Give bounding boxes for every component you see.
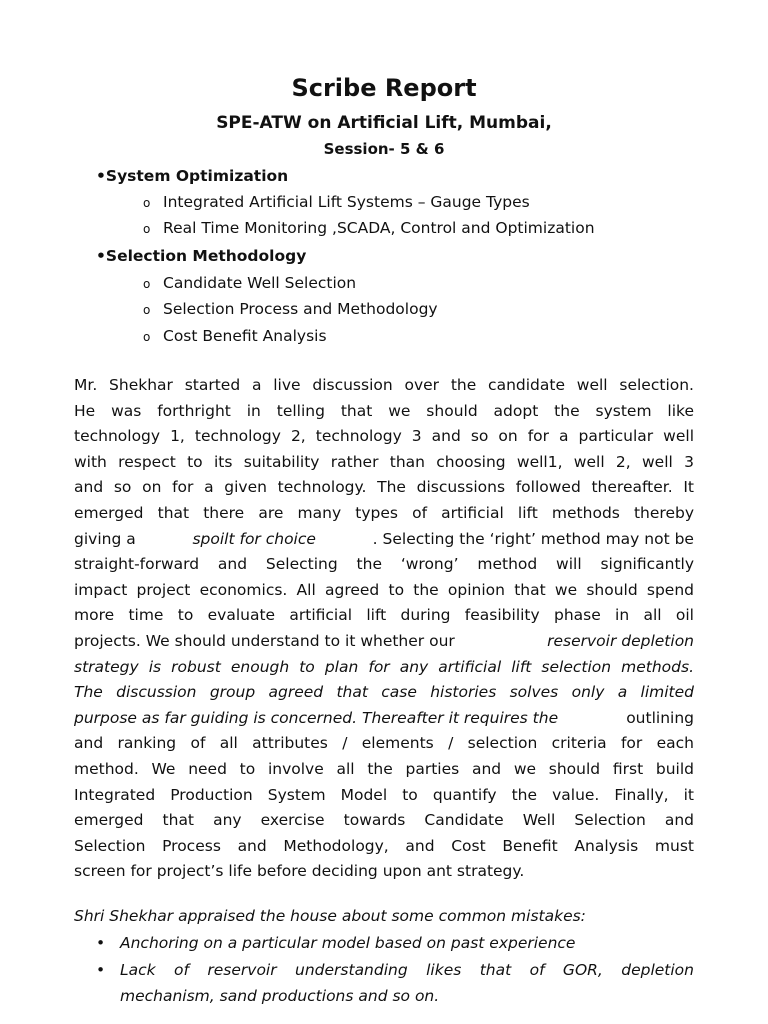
body-line: Mr. Shekhar started a live discussion over the candidate well selection.	[74, 376, 694, 394]
list-item	[143, 325, 327, 348]
body-line: impact project economics. All agreed to the opinion that we should spend	[74, 580, 694, 599]
body-text: outlining	[626, 708, 694, 727]
body-line: straight-forward and Selecting the ‘wrong’ method will significantly	[74, 555, 694, 574]
list-item-text: Cost Benefit Analysis	[163, 327, 327, 345]
sub-bullet-icon: o	[143, 330, 151, 344]
list-item-text: Candidate Well Selection	[163, 274, 357, 292]
body-line: emerged that any exercise towards Candidate Well Selection and	[74, 811, 694, 830]
body-text: . Selecting the ‘right’ method may not be	[372, 529, 694, 548]
mistake-text: Lack of reservoir understanding likes that of GOR, depletion	[120, 961, 694, 979]
body-line: He was forthright in telling that we should adopt the system like	[74, 401, 694, 420]
body-line: and ranking of all attributes / elements / selection criteria for each	[74, 734, 694, 753]
body-text-italic: purpose as far guiding is concerned. Thereafter it requires the	[74, 708, 559, 727]
mistakes-intro: Shri Shekhar appraised the house about some common mistakes:	[74, 907, 586, 925]
body-paragraph	[74, 373, 694, 885]
sub-bullet-icon: o	[143, 196, 151, 210]
body-line-italic: The discussion group agreed that case histories solves only a limited	[74, 683, 694, 702]
body-line-italic: strategy is robust enough to plan for any artificial lift selection methods.	[74, 657, 694, 676]
list-item-text: Selection Process and Methodology	[163, 300, 438, 318]
list-item	[143, 191, 530, 214]
body-line	[74, 629, 694, 655]
mistake-item	[96, 931, 694, 957]
section-heading-system-optimization: •System Optimization	[96, 167, 289, 185]
body-line	[74, 527, 694, 553]
body-text-italic: spoilt for choice	[192, 529, 316, 548]
list-item-text: Real Time Monitoring ,SCADA, Control and Optimization	[163, 219, 595, 237]
report-subtitle: SPE-ATW on Artificial Lift, Mumbai,	[216, 113, 552, 133]
mistake-text: mechanism, sand productions and so on.	[120, 986, 440, 1005]
mistake-item	[96, 958, 694, 1009]
list-item	[143, 217, 595, 240]
list-item	[143, 272, 356, 295]
list-item	[143, 298, 438, 321]
body-line: method. We need to involve all the parties and we should first build	[74, 759, 694, 778]
body-text: projects. We should understand to it whether our	[74, 631, 455, 650]
body-line: and so on for a given technology. The discussions followed thereafter. It	[74, 478, 694, 497]
body-line: technology 1, technology 2, technology 3 and so on for a particular well	[74, 427, 694, 446]
section-heading-selection-methodology: •Selection Methodology	[96, 247, 307, 265]
sub-bullet-icon: o	[143, 222, 151, 236]
body-line: screen for project’s life before deciding upon ant strategy.	[74, 862, 525, 881]
body-line: more time to evaluate artificial lift during feasibility phase in all oil	[74, 606, 694, 625]
mistake-text: Anchoring on a particular model based on past experience	[120, 934, 576, 952]
sub-bullet-icon: o	[143, 277, 151, 291]
sub-bullet-icon: o	[143, 303, 151, 317]
body-line: Integrated Production System Model to quantify the value. Finally, it	[74, 785, 694, 804]
body-line: emerged that there are many types of artificial lift methods thereby	[74, 503, 694, 522]
session-label: Session- 5 & 6	[323, 140, 445, 158]
body-line: with respect to its suitability rather than choosing well1, well 2, well 3	[74, 452, 694, 471]
body-line	[74, 706, 694, 732]
bullet-icon: •	[96, 934, 106, 952]
body-text: giving a	[74, 529, 136, 548]
body-text-italic: reservoir depletion	[547, 631, 694, 650]
list-item-text: Integrated Artificial Lift Systems – Gauge Types	[163, 193, 530, 211]
bullet-icon: •	[96, 961, 106, 979]
body-line: Selection Process and Methodology, and Cost Benefit Analysis must	[74, 836, 694, 855]
report-title: Scribe Report	[291, 74, 477, 102]
